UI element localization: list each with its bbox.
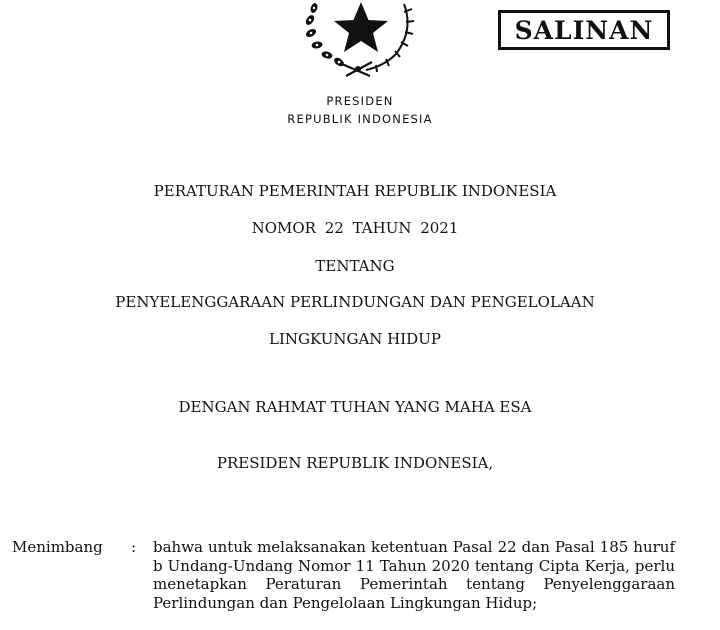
president-heading: PRESIDEN	[326, 94, 394, 108]
grace-clause: DENGAN RAHMAT TUHAN YANG MAHA ESA	[178, 398, 532, 416]
considering-label: Menimbang	[12, 538, 103, 556]
salinan-stamp: SALINAN	[498, 10, 670, 50]
president-clause: PRESIDEN REPUBLIK INDONESIA,	[216, 454, 494, 472]
considering-colon: :	[131, 538, 137, 556]
regulation-type: PERATURAN PEMERINTAH REPUBLIK INDONESIA	[153, 182, 557, 200]
considering-text: bahwa untuk melaksanakan ketentuan Pasal 22 dan Pasal 185 huruf b Undang-Undang Nomor 11 Tahun 2020 tentang Cipta Kerja, perlu menetapkan Peraturan Pemerintah tentang Penyelenggaraan Perlindungan dan Pengelolaan Lingkungan Hidup;	[153, 538, 675, 612]
regulation-subject-line1: PENYELENGGARAAN PERLINDUNGAN DAN PENGELOLAAN	[115, 293, 595, 311]
regulation-about: TENTANG	[315, 257, 395, 275]
republic-heading: REPUBLIK INDONESIA	[287, 112, 433, 126]
regulation-subject-line2: LINGKUNGAN HIDUP	[269, 330, 441, 348]
garuda-emblem-icon	[300, 0, 418, 78]
regulation-number: NOMOR 22 TAHUN 2021	[251, 219, 459, 237]
